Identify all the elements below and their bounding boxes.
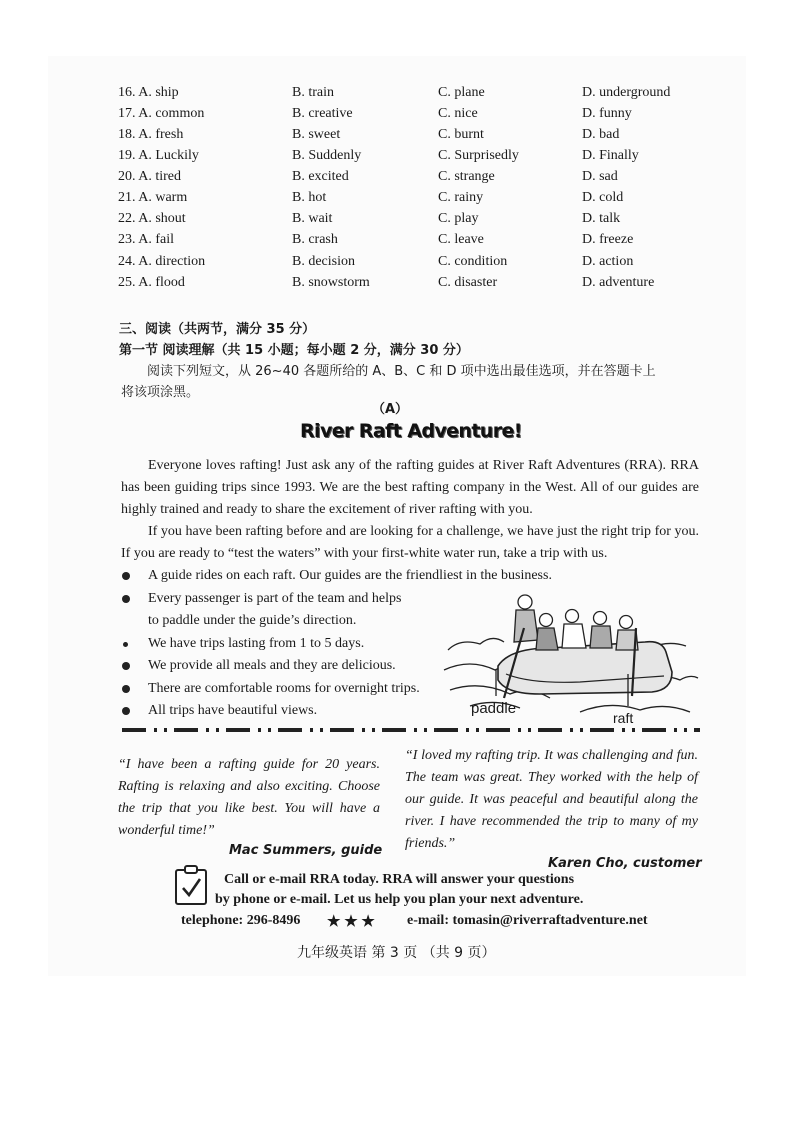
option-row: 16. A. ship B. train C. plane D. underground (118, 85, 671, 100)
passage-title: River Raft Adventure! (300, 420, 522, 442)
option-row: 17. A. common B. creative C. nice D. funny (118, 106, 632, 121)
contact-line-2: by phone or e-mail. Let us help you plan your next adventure. (215, 892, 584, 907)
stars: ★ ★ ★ (327, 914, 375, 930)
instruction-line-2: 将该项涂黑。 (121, 385, 200, 400)
page-footer: 九年级英语 第 3 页 （共 9 页） (297, 945, 496, 961)
bullet-icon (122, 662, 130, 670)
bullet-icon (123, 642, 128, 647)
section-heading: 三、阅读（共两节，满分 35 分） (119, 322, 316, 337)
list-item: We have trips lasting from 1 to 5 days. (121, 633, 451, 656)
option-row: 24. A. direction B. decision C. condition D. action (118, 254, 634, 269)
sub-heading: 第一节 阅读理解（共 15 小题；每小题 2 分，满分 30 分） (119, 343, 469, 358)
raft-label: raft (613, 710, 634, 726)
option-row: 21. A. warm B. hot C. rainy D. cold (118, 190, 624, 205)
clipboard-check-icon (174, 864, 208, 906)
list-item: All trips have beautiful views. (121, 700, 451, 723)
guide-quote: “I have been a rafting guide for 20 years. Rafting is relaxing and also exciting. Choose the trip that you like best. You will have a wonderful time!” (118, 757, 380, 838)
paragraph-1: Everyone loves rafting! Just ask any of the rafting guides at River Raft Adventures (RRA). RRA has been guiding trips since 1993. We are the best rafting company in the West. All of our guides are highly trained and ready to share the excitement of river rafting with you. (121, 458, 699, 517)
bullet-icon (122, 707, 130, 715)
contact-line-1: Call or e-mail RRA today. RRA will answer your questions (224, 872, 575, 887)
telephone: telephone: 296-8496 (181, 913, 301, 928)
guide-name: Mac Summers, guide (229, 843, 383, 858)
option-row: 23. A. fail B. crash C. leave D. freeze (118, 232, 634, 247)
option-row: 25. A. flood B. snowstorm C. disaster D. adventure (118, 275, 655, 290)
passage-label: （A） (372, 402, 409, 417)
option-row: 22. A. shout B. wait C. play D. talk (118, 211, 621, 226)
bullet-icon (122, 685, 130, 693)
bullet-icon (122, 572, 130, 580)
feature-list (121, 565, 552, 723)
paragraph-2: If you have been rafting before and are looking for a challenge, we have just the right trip for you. If you are ready to “test the waters” with your first-white water run, take a trip with us. (121, 524, 699, 561)
email-address: e-mail: tomasin@riverraftadventure.net (407, 913, 648, 928)
option-row: 18. A. fresh B. sweet C. burnt D. bad (118, 127, 620, 142)
list-item: We provide all meals and they are delicious. (121, 655, 451, 678)
customer-quote: “I loved my rafting trip. It was challenging and fun. The team was great. They worked with the help of our guide. It was peaceful and beautiful along the river. I have recommended the trip to many of my friends.” (405, 748, 698, 851)
list-item: Every passenger is part of the team and helps to paddle under the guide’s direction. (121, 588, 451, 633)
option-row: 20. A. tired B. excited C. strange D. sad (118, 169, 618, 184)
option-row: 19. A. Luckily B. Suddenly C. Surprisedly D. Finally (118, 148, 639, 163)
customer-name: Karen Cho, customer (548, 856, 702, 871)
divider (122, 728, 700, 732)
list-item: There are comfortable rooms for overnight trips. (121, 678, 451, 701)
paddle-label: paddle (471, 700, 517, 717)
instruction-line-1: 阅读下列短文，从 26~40 各题所给的 A、B、C 和 D 项中选出最佳选项，并在答题卡上 (147, 364, 656, 379)
bullet-icon (122, 595, 130, 603)
list-item: A guide rides on each raft. Our guides are the friendliest in the business. (121, 565, 728, 588)
